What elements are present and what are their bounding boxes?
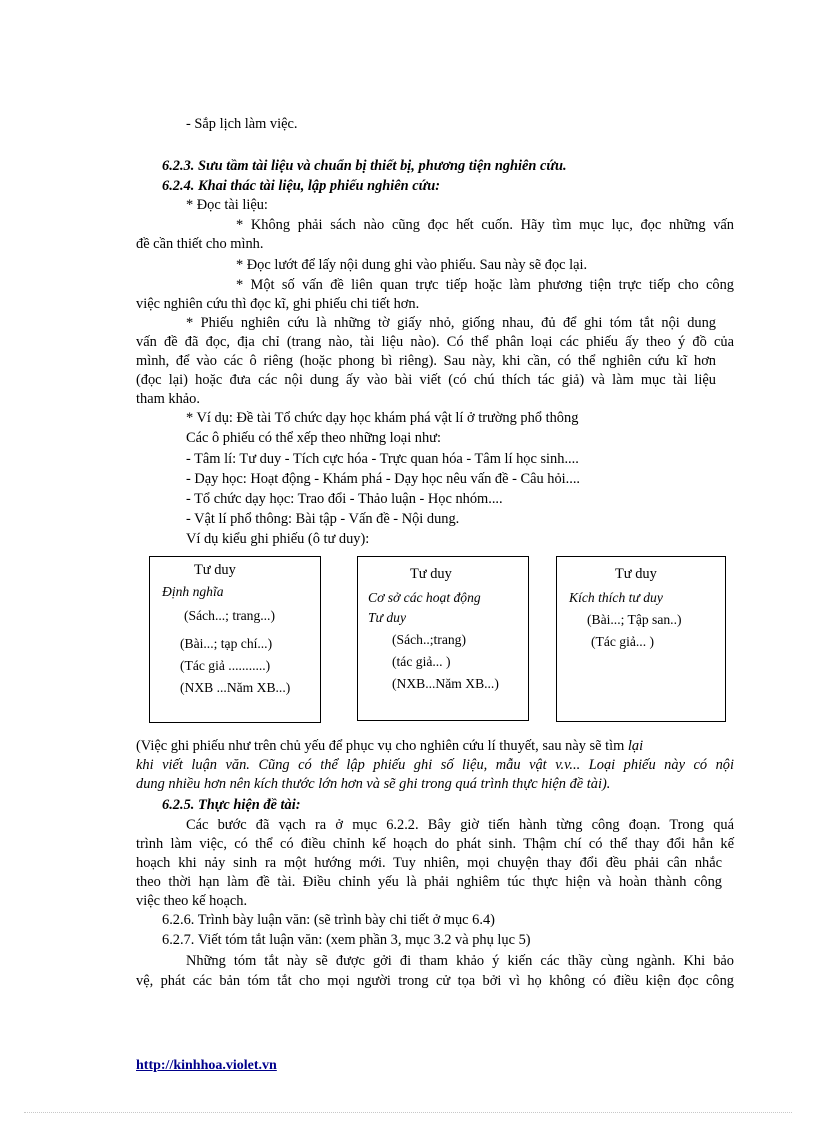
index-card-3 [556, 556, 726, 722]
text-line: Ví dụ kiểu ghi phiếu (ô tư duy): [186, 531, 370, 547]
text-line: tham khảo. [136, 391, 200, 407]
text-line: Các ô phiếu có thể xếp theo những loại như: [186, 430, 441, 446]
text-line: (đọc lại) hoặc đưa các nội dung ấy vào bài viết (có chú thích tác giả) và làm mục tài liệu [136, 372, 716, 388]
text-line: vệ, phát các bản tóm tắt cho mọi người trong cử tọa bởi vì họ không có điều kiện đọc công [136, 973, 734, 989]
note-text: (Việc ghi phiếu như trên chủ yếu để phục vụ cho nghiên cứu lí thuyết, sau này sẽ tìm [136, 738, 628, 754]
page-bottom-divider [24, 1112, 792, 1113]
index-card-2 [357, 556, 529, 721]
card-line: Kích thích tư duy [569, 590, 663, 605]
card-line: Cơ sở các hoạt động [368, 590, 481, 605]
text-line: đề cần thiết cho mình. [136, 236, 264, 252]
text-line: * Không phải sách nào cũng đọc hết cuốn. Hãy tìm mục lục, đọc những vấn [236, 217, 734, 233]
text-line: * Ví dụ: Đề tài Tổ chức dạy học khám phá vật lí ở trường phổ thông [186, 410, 579, 426]
text-line: mình, để vào các ô riêng (hoặc phong bì riêng). Sau này, khi cần, có thể nghiên cứu kĩ hơn [136, 353, 716, 369]
text-line: * Đọc tài liệu: [186, 197, 268, 213]
index-card-1 [149, 556, 321, 723]
text-line: việc theo kế hoạch. [136, 893, 248, 909]
card-title: Tư duy [194, 562, 236, 578]
text-line: việc nghiên cứu thì đọc kĩ, ghi phiếu chi tiết hơn. [136, 296, 420, 312]
card-line: Tư duy [368, 610, 407, 625]
card-line: (Sách..;trang) [392, 632, 466, 647]
text-line: - Vật lí phổ thông: Bài tập - Vấn đề - Nội dung. [186, 511, 460, 527]
text-line: khi viết luận văn. Cũng có thể lập phiếu ghi số liệu, mẫu vật v.v... Loại phiếu này có nội [136, 757, 734, 773]
footer-link[interactable]: http://kinhhoa.violet.vn [136, 1058, 277, 1073]
text-line: dung nhiều hơn nên kích thước lớn hơn và sẽ ghi trong quá trình thực hiện đề tài). [136, 776, 611, 792]
text-line: * Đọc lướt để lấy nội dung ghi vào phiếu. Sau này sẽ đọc lại. [236, 257, 588, 273]
note-text-italic: lại [627, 738, 644, 754]
card-title: Tư duy [410, 566, 452, 582]
card-line: (Bài...; tạp chí...) [180, 636, 273, 651]
card-line: (tác giả... ) [392, 654, 451, 669]
text-line: - Tổ chức dạy học: Trao đổi - Thảo luận - Học nhóm.... [186, 491, 503, 507]
text-line: - Dạy học: Hoạt động - Khám phá - Dạy học nêu vấn đề - Câu hỏi.... [186, 471, 581, 487]
text-line: vấn đề đã đọc, địa chỉ (trang nào, tài liệu nào). Có thể phân loại các phiếu ấy theo ý đồ của [136, 334, 734, 350]
card-title: Tư duy [615, 566, 657, 582]
text-line: - Tâm lí: Tư duy - Tích cực hóa - Trực quan hóa - Tâm lí học sinh.... [186, 451, 579, 467]
text-line: * Một số vấn đề liên quan trực tiếp hoặc làm phương tiện trực tiếp cho công [236, 277, 734, 293]
text-line: Những tóm tắt này sẽ được gởi đi tham khảo ý kiến các thầy cùng ngành. Khi bảo [186, 953, 734, 969]
text-line: hoạch khi nảy sinh ra một hướng mới. Tuy nhiên, mọi chuyện thay đổi đều phải cân nhắc [136, 855, 722, 871]
text-line: trình làm việc, có thể có điều chỉnh kế hoạch do phát sinh. Thậm chí có thể thay đổi hẳn kế [136, 836, 734, 852]
text-line: Các bước đã vạch ra ở mục 6.2.2. Bây giờ tiến hành từng công đoạn. Trong quá [186, 817, 734, 833]
section-heading-6-2-5: 6.2.5. Thực hiện đề tài: [162, 797, 301, 813]
section-heading-6-2-4: 6.2.4. Khai thác tài liệu, lập phiếu nghiên cứu: [162, 178, 441, 194]
card-line: (Tác giả... ) [591, 634, 655, 649]
section-heading-6-2-3: 6.2.3. Sưu tầm tài liệu và chuẩn bị thiết bị, phương tiện nghiên cứu. [162, 158, 567, 174]
card-line: (NXB ...Năm XB...) [180, 680, 291, 695]
card-line: (Sách...; trang...) [184, 608, 275, 623]
card-line: (Tác giả ...........) [180, 658, 271, 673]
text-line: 6.2.7. Viết tóm tắt luận văn: (xem phần 3, mục 3.2 và phụ lục 5) [162, 932, 531, 948]
card-line: Định nghĩa [162, 584, 224, 599]
text-line: - Sắp lịch làm việc. [186, 116, 298, 132]
text-line [136, 737, 736, 756]
card-line: (NXB...Năm XB...) [392, 676, 499, 691]
text-line: 6.2.6. Trình bày luận văn: (sẽ trình bày chi tiết ở mục 6.4) [162, 912, 495, 928]
text-line: theo thời hạn làm đề tài. Điều chỉnh yếu là phải nghiêm túc thực hiện và hoàn thành công [136, 874, 722, 890]
text-line: * Phiếu nghiên cứu là những tờ giấy nhỏ, giống nhau, đủ để ghi tóm tắt nội dung [186, 315, 716, 331]
card-line: (Bài...; Tập san..) [587, 612, 682, 627]
